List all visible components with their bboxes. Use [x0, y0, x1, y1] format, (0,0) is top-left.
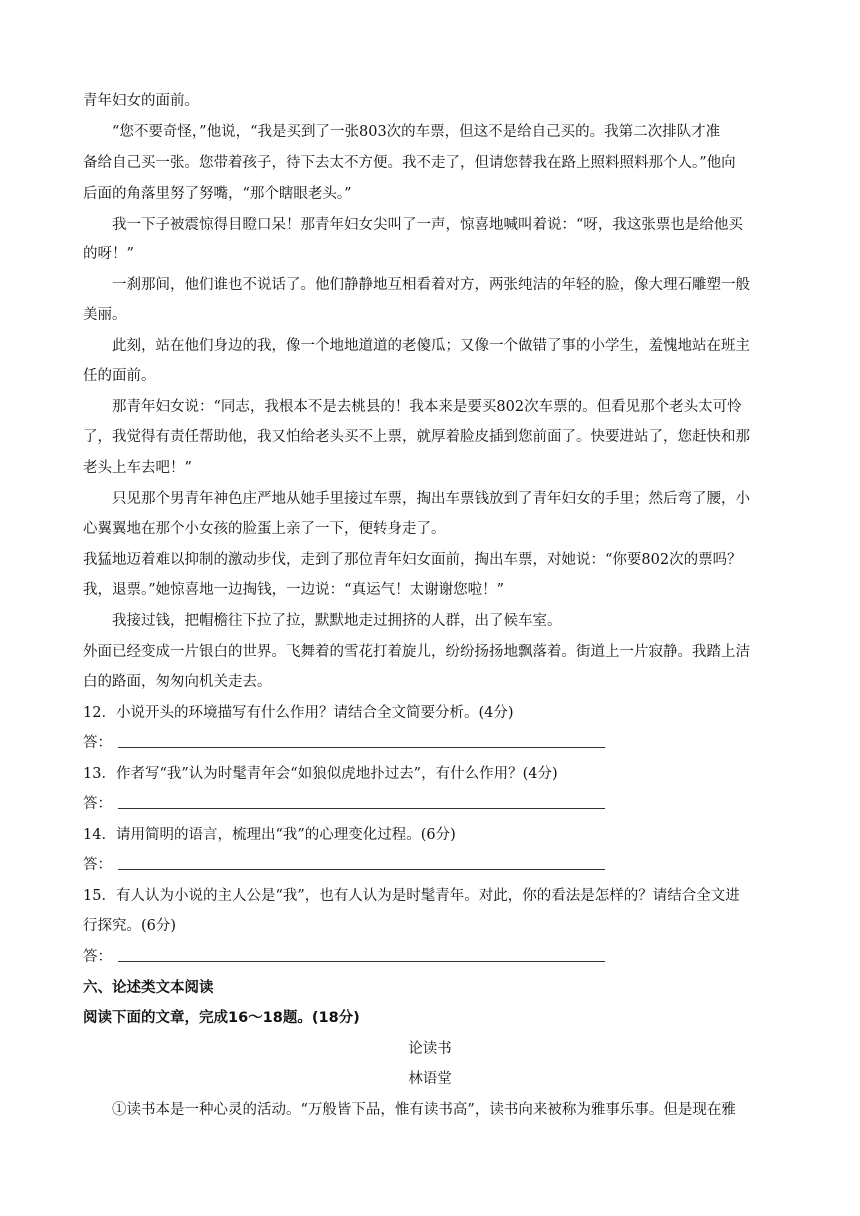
- story-line: 备给自己买一张。您带着孩子，待下去太不方便。我不走了，但请您替我在路上照料照料那个人。”他向: [83, 155, 736, 171]
- story-line: 青年妇女的面前。: [83, 93, 199, 109]
- section-heading: 六、论述类文本阅读: [83, 980, 214, 996]
- answer-label: 答：: [83, 857, 112, 873]
- story-line: 心翼翼地在那个小女孩的脸蛋上亲了一下，便转身走了。: [83, 521, 446, 537]
- answer-line-13[interactable]: [118, 808, 605, 809]
- story-line: 外面已经变成一片银白的世界。飞舞着的雪花打着旋儿，纷纷扬扬地飘落着。街道上一片寂静。我踏上洁: [83, 644, 750, 660]
- answer-line-14[interactable]: [118, 869, 605, 870]
- story-line: 老头上车去吧！”: [83, 460, 192, 476]
- story-line: 我，退票。”她惊喜地一边掏钱，一边说：“真运气！太谢谢您啦！”: [83, 582, 504, 598]
- answer-label: 答：: [83, 949, 112, 965]
- story-line: 后面的角落里努了努嘴，“那个瞎眼老头。”: [83, 186, 352, 202]
- question-15-cont: 行探究。(6分): [83, 918, 177, 934]
- story-line: 的呀！”: [83, 246, 134, 262]
- story-line: 了，我觉得有责任帮助他，我又怕给老头买不上票，就厚着脸皮插到您前面了。快要进站了，您赶快和那: [83, 429, 750, 445]
- story-line: 美丽。: [83, 307, 127, 323]
- question-13: 13．作者写“我”认为时髦青年会“如狼似虎地扑过去”，有什么作用？(4分): [83, 766, 558, 782]
- article-title: 论读书: [408, 1041, 452, 1057]
- story-line: 一刹那间，他们谁也不说话了。他们静静地互相看着对方，两张纯洁的年轻的脸，像大理石雕塑一般: [112, 277, 750, 293]
- story-line: 那青年妇女说：“同志，我根本不是去桃县的！我本来是要买802次车票的。但看见那个老头太可怜: [112, 399, 742, 415]
- story-line: 此刻，站在他们身边的我，像一个地地道道的老傻瓜；又像一个做错了事的小学生，羞愧地站在班主: [112, 338, 750, 354]
- answer-label: 答：: [83, 735, 112, 751]
- section-instruction: 阅读下面的文章，完成16～18题。(18分): [83, 1010, 360, 1026]
- article-paragraph: ①读书本是一种心灵的活动。“万般皆下品，惟有读书高”，读书向来被称为雅事乐事。但是现在雅: [112, 1102, 736, 1118]
- question-15: 15．有人认为小说的主人公是“我”，也有人认为是时髦青年。对此，你的看法是怎样的？请结合全文进: [83, 888, 740, 904]
- answer-label: 答：: [83, 796, 112, 812]
- article-author: 林语堂: [408, 1071, 452, 1087]
- story-line: 只见那个男青年神色庄严地从她手里接过车票，掏出车票钱放到了青年妇女的手里；然后弯了腰，小: [112, 491, 750, 507]
- story-line: 我猛地迈着难以抑制的激动步伐，走到了那位青年妇女面前，掏出车票，对她说：“你要802次的票吗？: [83, 552, 742, 568]
- question-14: 14．请用简明的语言，梳理出“我”的心理变化过程。(6分): [83, 827, 456, 843]
- story-line: “您不要奇怪，”他说，“我是买到了一张803次的车票，但这不是给自己买的。我第二次排队才准: [112, 124, 721, 140]
- answer-line-15[interactable]: [118, 961, 605, 962]
- answer-line-12[interactable]: [118, 747, 605, 748]
- story-line: 我一下子被震惊得目瞪口呆！那青年妇女尖叫了一声，惊喜地喊叫着说：“呀，我这张票也是给他买: [112, 217, 743, 233]
- story-line: 白的路面，匆匆向机关走去。: [83, 674, 272, 690]
- story-line: 任的面前。: [83, 368, 156, 384]
- story-line: 我接过钱，把帽檐往下拉了拉，默默地走过拥挤的人群，出了候车室。: [112, 613, 562, 629]
- question-12: 12．小说开头的环境描写有什么作用？请结合全文简要分析。(4分): [83, 705, 514, 721]
